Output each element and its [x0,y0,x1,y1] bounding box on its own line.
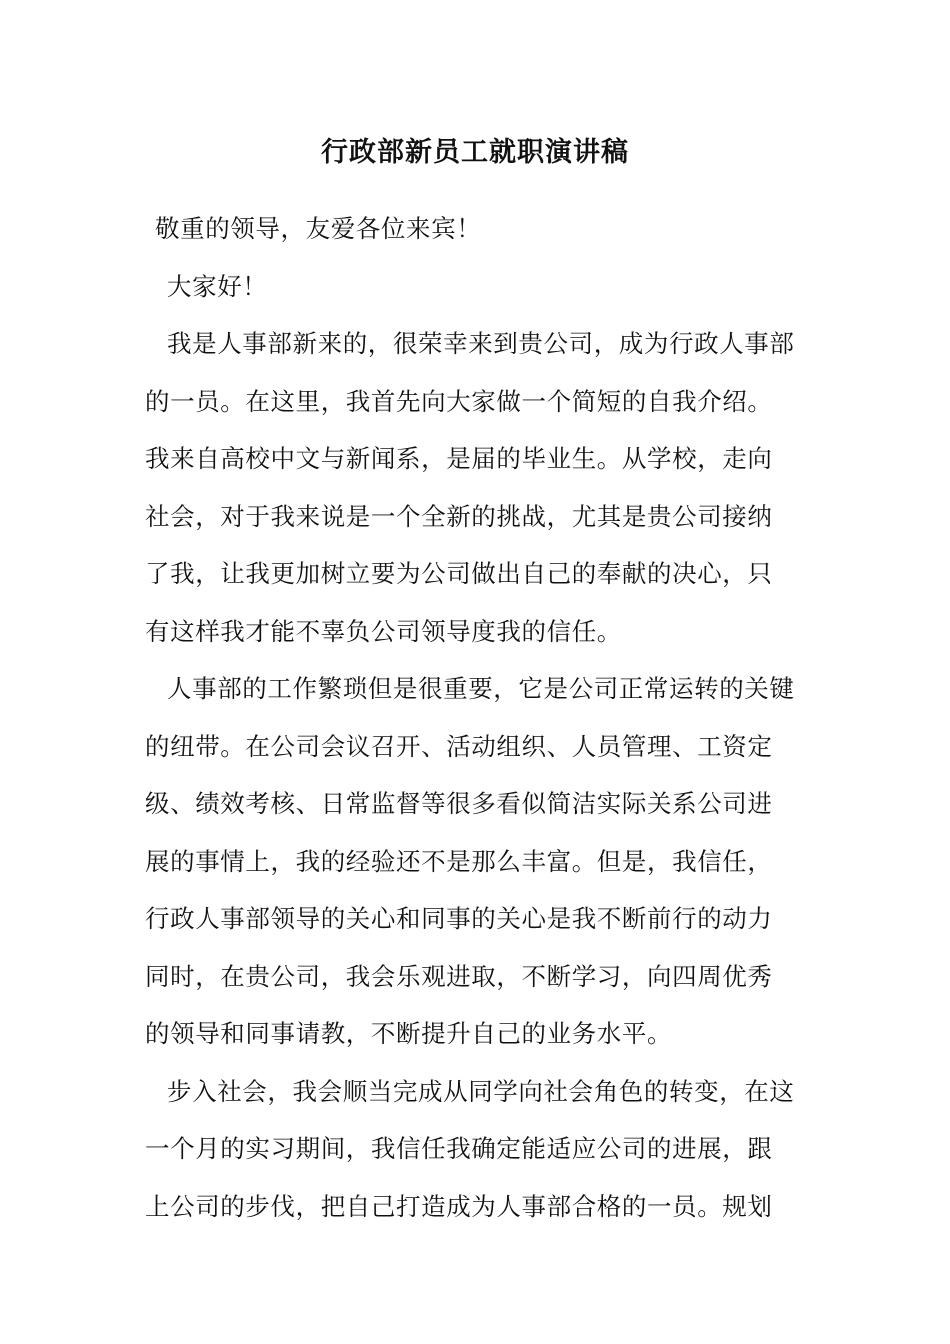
paragraph-2-line: 同时，在贵公司，我会乐观进取，不断学习，向四周优秀 [145,961,773,991]
paragraph-1-line: 社会，对于我来说是一个全新的挑战，尤其是贵公司接纳 [145,501,773,531]
salutation-line: 大家好！ [167,271,268,301]
paragraph-2-line: 的纽带。在公司会议召开、活动组织、人员管理、工资定 [145,731,773,761]
paragraph-2-line: 人事部的工作繁琐但是很重要，它是公司正常运转的关键 [167,674,795,703]
paragraph-2-line: 的领导和同事请教，不断提升自己的业务水平。 [145,1019,673,1048]
paragraph-2-line: 行政人事部领导的关心和同事的关心是我不断前行的动力 [145,904,773,933]
paragraph-2-line: 级、绩效考核、日常监督等很多看似简洁实际关系公司进 [145,789,773,818]
paragraph-1-line: 我来自高校中文与新闻系，是届的毕业生。从学校，走向 [145,444,773,473]
paragraph-1-line: 的一员。在这里，我首先向大家做一个简短的自我介绍。 [145,386,773,416]
paragraph-3-line: 一个月的实习期间，我信任我确定能适应公司的进展，跟 [145,1134,773,1163]
greeting-line: 敬重的领导，友爱各位来宾！ [155,214,482,243]
paragraph-2-line: 展的事情上，我的经验还不是那么丰富。但是，我信任， [145,846,773,876]
paragraph-3-line: 上公司的步伐，把自己打造成为人事部合格的一员。规划 [145,1191,773,1221]
paragraph-3-line: 步入社会，我会顺当完成从同学向社会角色的转变，在这 [167,1076,795,1106]
paragraph-1-line: 有这样我才能不辜负公司领导度我的信任。 [145,616,622,646]
document-title: 行政部新员工就职演讲稿 [321,137,629,168]
paragraph-1-line: 我是人事部新来的，很荣幸来到贵公司，成为行政人事部 [167,329,795,358]
document-body [145,200,807,1235]
paragraph-1-line: 了我，让我更加树立要为公司做出自己的奉献的决心，只 [145,559,773,588]
